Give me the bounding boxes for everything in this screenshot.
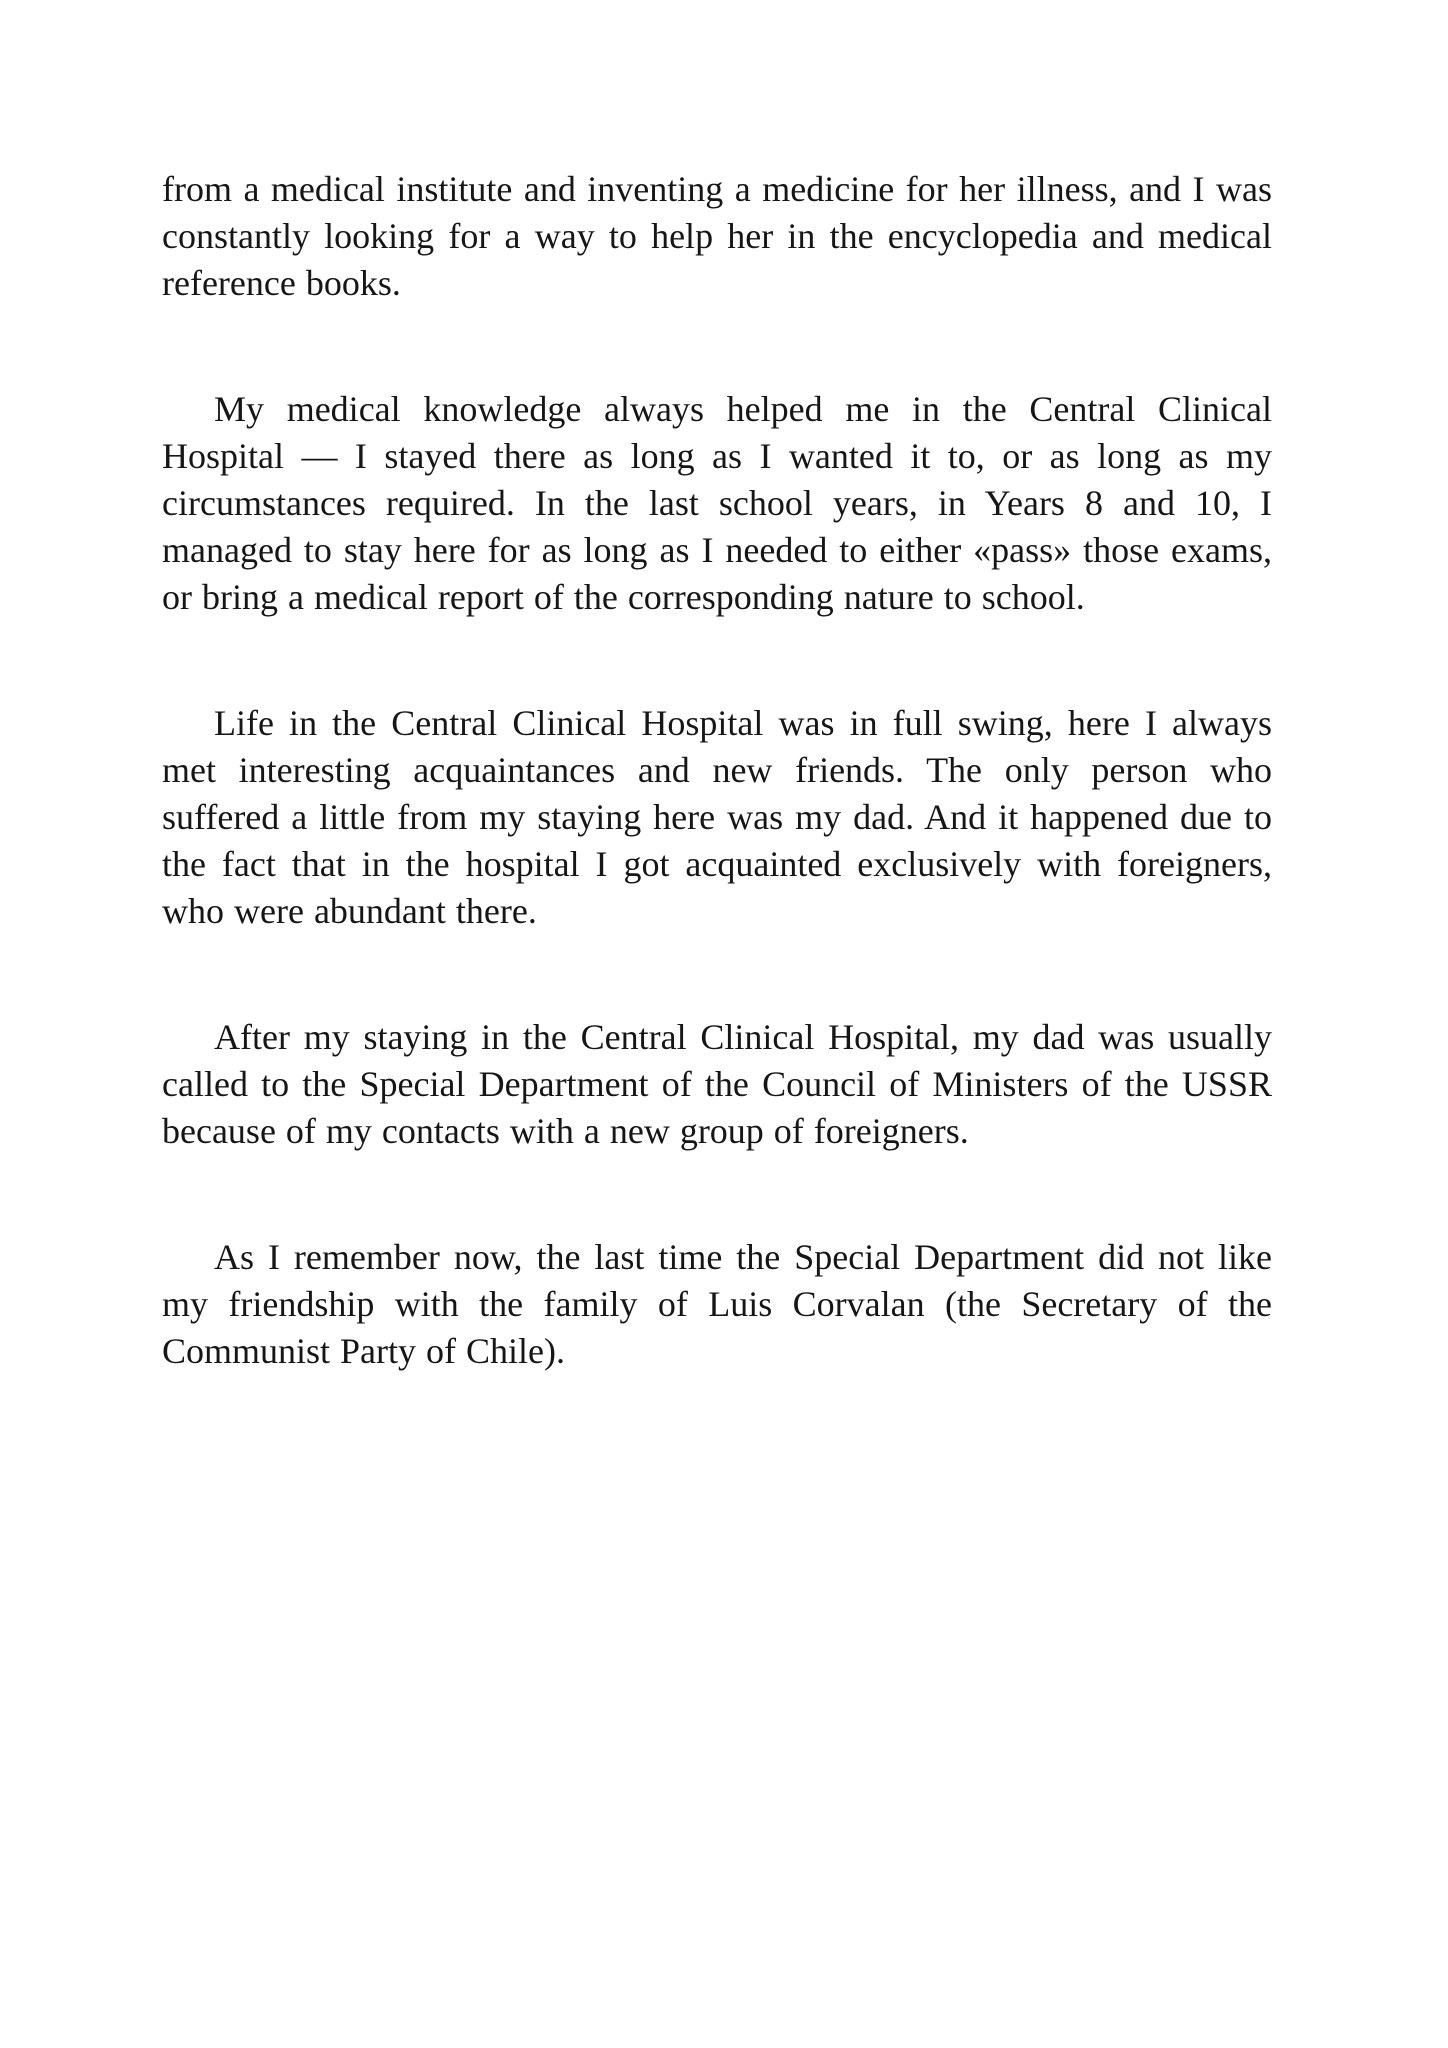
paragraph-medical-knowledge: My medical knowledge always helped me in the Central Clinical Hospital — I stayed there as long as I wanted it to, or as long as my circumstances required. In the last school years, in Years 8 and 10, I managed to stay here for as long as I needed to either «pass» those exams, or bring a medical report of the corresponding nature to school. bbox=[162, 389, 1272, 617]
paragraph-continuation: from a medical institute and inventing a medicine for her illness, and I was constantly looking for a way to help her in the encyclopedia and medical reference books. bbox=[162, 169, 1272, 303]
paragraph-special-department: After my staying in the Central Clinical Hospital, my dad was usually called to the Special Department of the Council of Ministers of the USSR because of my contacts with a new group of foreigners. bbox=[162, 1017, 1272, 1151]
paragraph-life-in-hospital: Life in the Central Clinical Hospital was in full swing, here I always met interesting acquaintances and new friends. The only person who suffered a little from my staying here was my dad. And it happened due to the fact that in the hospital I got acquainted exclusively with foreigners, who were abundant there. bbox=[162, 703, 1272, 931]
paragraph-luis-corvalan: As I remember now, the last time the Special Department did not like my friendship with the family of Luis Corvalan (the Secretary of the Communist Party of Chile). bbox=[162, 1237, 1272, 1371]
